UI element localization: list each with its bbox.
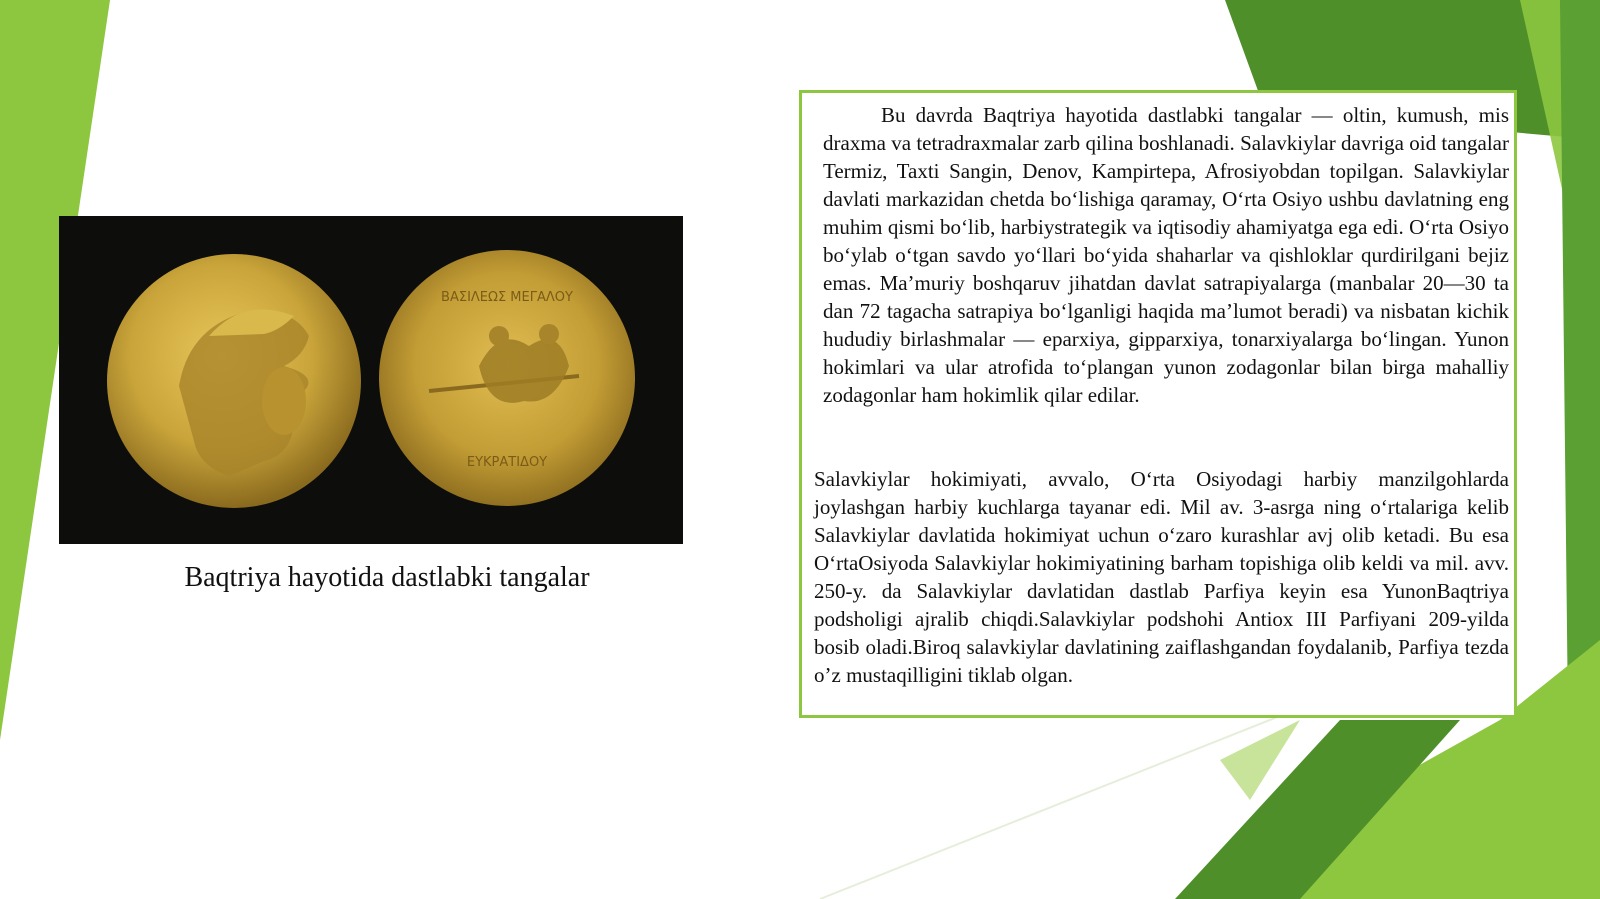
- text-box: [799, 90, 1517, 718]
- obverse-coin: [107, 254, 361, 508]
- coin-inscription-bottom: ΕΥΚΡΑΤΙΔΟΥ: [466, 455, 548, 470]
- paragraph-1: [823, 101, 1509, 409]
- paragraph-2: Salavkiylar hokimiyati, avvalo, Oʻrta Osiyodagi harbiy manzilgohlarda joylashgan harbiy kuchlarga tayanar edi. Mil av. 3-asrga ning oʻrtalariga kelib Salavkiylar davlatida hokimiyat uchun oʻzaro kurashlar avj olib ketadi. Bu esa OʻrtaOsiyoda Salavkiylar hokimiyatining barham topishiga olib keldi va mil. avv. 250-y. da Salavkiylar davlatidan dastlab Parfiya keyin esa YunonBaqtriya podsholigi ajralib chiqdi.Salavkiylar podshohi Antiox III Parfiyani 209-yilda bosib oladi.Biroq salavkiylar davlatining zaiflashgandan foydalanib, Parfiya tezda o’z mustaqilligini tiklab olgan.: [814, 467, 1509, 687]
- paragraph-1-text: Bu davrda Baqtriya hayotida dastlabki tangalar — oltin, kumush, mis draxma va tetradraxmalar zarb qilina boshlanadi. Salavkiylar davriga oid tangalar Termiz, Taxti Sangin, Denov, Kampirtepa, Afrosiyobdan topilgan. Salavkiylar davlati markazidan chetda boʻlishiga qaramay, Oʻrta Osiyo ushbu davlatning eng muhim qismi boʻlib, harbiystrategik va iqtisodiy ahamiyatga ega edi. Oʻrta Osiyo boʻylab oʻtgan savdo yoʻllari boʻyida shaharlar va qishloklar qurdirilgani bejiz emas. Ma’muriy boshqaruv jihatdan davlat satrapiyalarga (manbalar 20—30 ta dan 72 tagacha satrapiya boʻlganligi haqida ma’lumot beradi) va nisbatan kichik hududiy birlashmalar — eparxiya, gipparxiya, tonarxiyalarga boʻlingan. Yunon hokimlari va ular atrofida toʻplangan yunon zodagonlar bilan birga mahalliy zodagonlar ham hokimlik qilar edilar.: [823, 103, 1509, 407]
- coin-inscription-top: ΒΑΣΙΛΕΩΣ ΜΕΓΑΛΟΥ: [441, 290, 573, 305]
- coins-photo: [59, 216, 683, 544]
- image-caption: Baqtriya hayotida dastlabki tangalar: [184, 562, 590, 593]
